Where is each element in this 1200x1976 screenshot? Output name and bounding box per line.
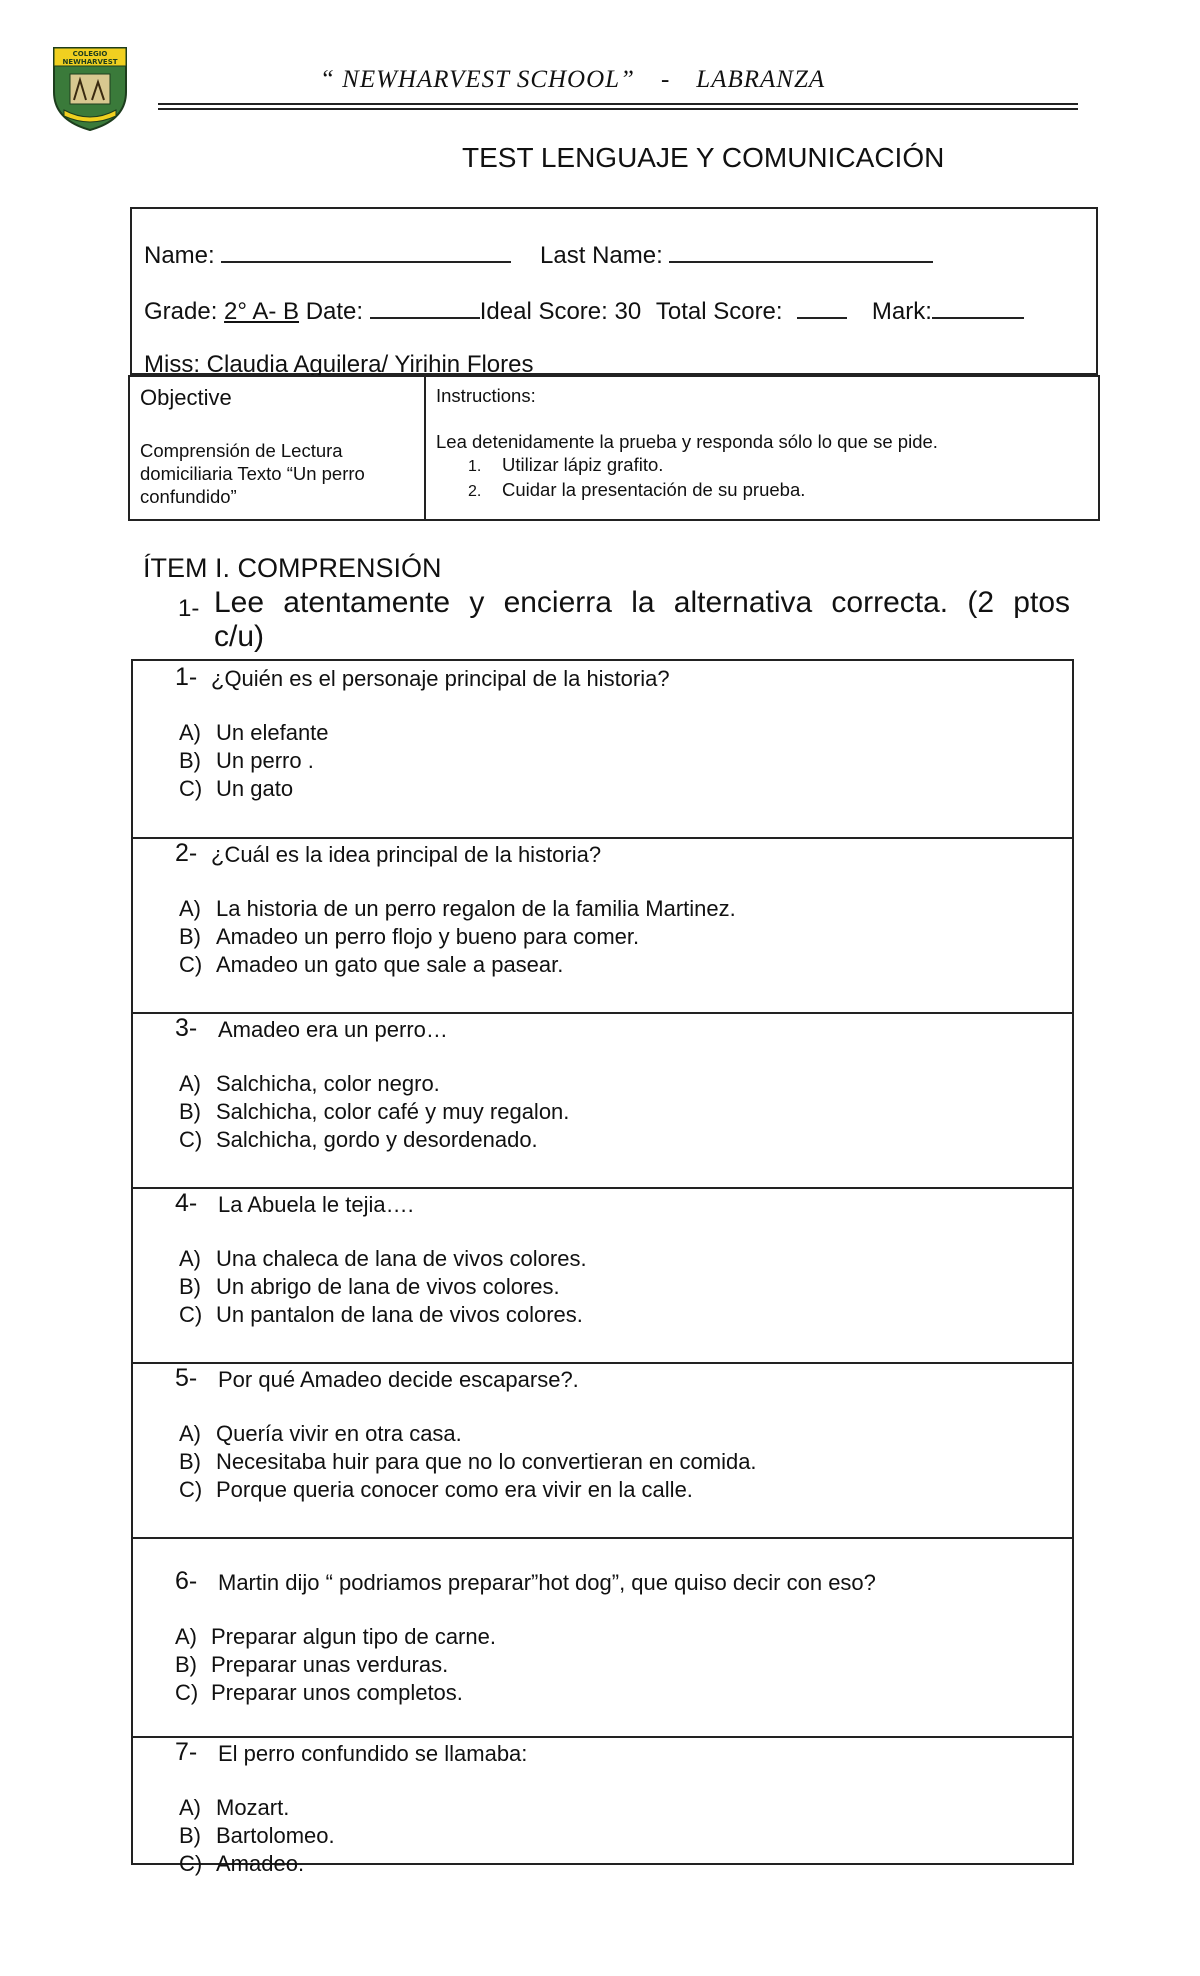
answer-option[interactable]: C) Amadeo. xyxy=(179,1851,305,1876)
question-block xyxy=(133,1187,1072,1364)
question-block xyxy=(133,1537,1072,1738)
item-heading: ÍTEM I. COMPRENSIÓN xyxy=(143,553,442,583)
question-text: Martin dijo “ podriamos preparar”hot dog”, que quiso decir con eso? xyxy=(218,1570,876,1595)
answer-option[interactable]: A) Mozart. xyxy=(179,1795,290,1820)
answer-option[interactable]: C) Amadeo un gato que sale a pasear. xyxy=(179,952,564,977)
ideal-score: Ideal Score: 30 xyxy=(479,298,642,325)
grade-label: Grade: xyxy=(144,298,218,325)
question-number: 1- xyxy=(175,663,198,691)
column-divider xyxy=(424,377,426,519)
mark-label: Mark: xyxy=(871,298,932,325)
student-info-box xyxy=(130,207,1098,378)
question-number: 4- xyxy=(175,1189,198,1217)
logo-text-top: COLEGIO xyxy=(72,50,108,58)
question-block xyxy=(133,661,1072,839)
objective-instructions-box xyxy=(128,375,1100,521)
school-name: “ NEWHARVEST SCHOOL” xyxy=(320,66,635,93)
school-city: LABRANZA xyxy=(696,66,826,93)
header-separator: - xyxy=(660,66,671,93)
test-title: TEST LENGUAJE Y COMUNICACIÓN xyxy=(462,142,945,173)
answer-option[interactable]: C) Porque queria conocer como era vivir en la calle. xyxy=(179,1477,693,1502)
answer-option[interactable]: B) Un abrigo de lana de vivos colores. xyxy=(179,1274,560,1299)
question-text: Amadeo era un perro… xyxy=(218,1017,448,1042)
question-block xyxy=(133,1362,1072,1539)
question-number: 2- xyxy=(175,839,198,867)
instruction-number: 1- xyxy=(178,595,200,622)
question-block xyxy=(133,837,1072,1014)
header-rule xyxy=(158,103,1078,105)
mark-field[interactable] xyxy=(932,297,1024,319)
answer-option[interactable]: C) Preparar unos completos. xyxy=(175,1680,463,1705)
last-name-field[interactable] xyxy=(669,241,933,263)
name-row xyxy=(144,241,933,270)
answer-option[interactable]: A) Preparar algun tipo de carne. xyxy=(175,1624,496,1649)
answer-option[interactable]: B) Necesitaba huir para que no lo convertieran en comida. xyxy=(179,1449,757,1474)
answer-option[interactable]: B) Preparar unas verduras. xyxy=(175,1652,449,1677)
date-label: Date: xyxy=(305,298,364,325)
question-block xyxy=(133,1012,1072,1189)
question-number: 3- xyxy=(175,1014,198,1042)
name-field[interactable] xyxy=(221,241,511,263)
answer-option[interactable]: B) Salchicha, color café y muy regalon. xyxy=(179,1099,570,1124)
instructions-title: Instructions: xyxy=(436,385,536,406)
instruction-line-2: c/u) xyxy=(214,620,265,653)
grade-value: 2° A- B xyxy=(224,298,300,325)
answer-option[interactable]: B) Un perro . xyxy=(179,748,314,773)
instruction-item-text: Cuidar la presentación de su prueba. xyxy=(502,479,806,500)
question-number: 6- xyxy=(175,1567,198,1595)
answer-option[interactable]: A) Quería vivir en otra casa. xyxy=(179,1421,462,1446)
question-text: ¿Cuál es la idea principal de la historia? xyxy=(211,842,602,867)
objective-text: Comprensión de Lectura domiciliaria Texto “Un perro confundido” xyxy=(140,440,365,507)
question-number: 5- xyxy=(175,1364,198,1392)
name-label: Name: xyxy=(144,242,215,269)
school-header xyxy=(320,66,825,94)
question-block xyxy=(133,1736,1072,1876)
answer-option[interactable]: C) Un gato xyxy=(179,776,294,801)
instruction-line-1: Lee atentamente y encierra la alternativa correcta. (2 ptos xyxy=(214,586,1070,619)
answer-option[interactable]: C) Salchicha, gordo y desordenado. xyxy=(179,1127,538,1152)
instruction-item-num: 2. xyxy=(468,483,482,500)
answer-option[interactable]: B) Bartolomeo. xyxy=(179,1823,335,1848)
last-name-label: Last Name: xyxy=(540,242,663,269)
question-text: Por qué Amadeo decide escaparse?. xyxy=(218,1367,579,1392)
logo-text-mid: NEWHARVEST xyxy=(62,58,118,66)
instruction-item xyxy=(468,478,805,503)
question-text: El perro confundido se llamaba: xyxy=(218,1741,528,1766)
question-number: 7- xyxy=(175,1738,198,1766)
answer-option[interactable]: B) Amadeo un perro flojo y bueno para comer. xyxy=(179,924,640,949)
total-score-label: Total Score: xyxy=(655,298,783,325)
objective-title: Objective xyxy=(140,385,232,410)
grade-row xyxy=(144,297,1024,326)
answer-option[interactable]: C) Un pantalon de lana de vivos colores. xyxy=(179,1302,583,1327)
instructions-text: Lea detenidamente la prueba y responda sólo lo que se pide. xyxy=(436,431,938,452)
question-text: La Abuela le tejia…. xyxy=(218,1192,414,1217)
school-logo xyxy=(50,44,130,132)
teacher-line: Miss: Claudia Aguilera/ Yirihin Flores xyxy=(144,351,534,378)
answer-option[interactable]: A) Un elefante xyxy=(179,720,329,745)
date-field[interactable] xyxy=(370,297,480,319)
total-score-field[interactable] xyxy=(797,297,847,319)
instructions-list xyxy=(468,453,805,503)
answer-option[interactable]: A) Una chaleca de lana de vivos colores. xyxy=(179,1246,587,1271)
instruction-item xyxy=(468,453,805,478)
questions-table xyxy=(131,659,1074,1876)
instruction-item-text: Utilizar lápiz grafito. xyxy=(502,454,664,475)
answer-option[interactable]: A) Salchicha, color negro. xyxy=(179,1071,440,1096)
instruction-item-num: 1. xyxy=(468,458,482,475)
answer-option[interactable]: A) La historia de un perro regalon de la familia Martinez. xyxy=(179,896,736,921)
header-rule xyxy=(158,108,1078,110)
question-text: ¿Quién es el personaje principal de la historia? xyxy=(211,666,670,691)
